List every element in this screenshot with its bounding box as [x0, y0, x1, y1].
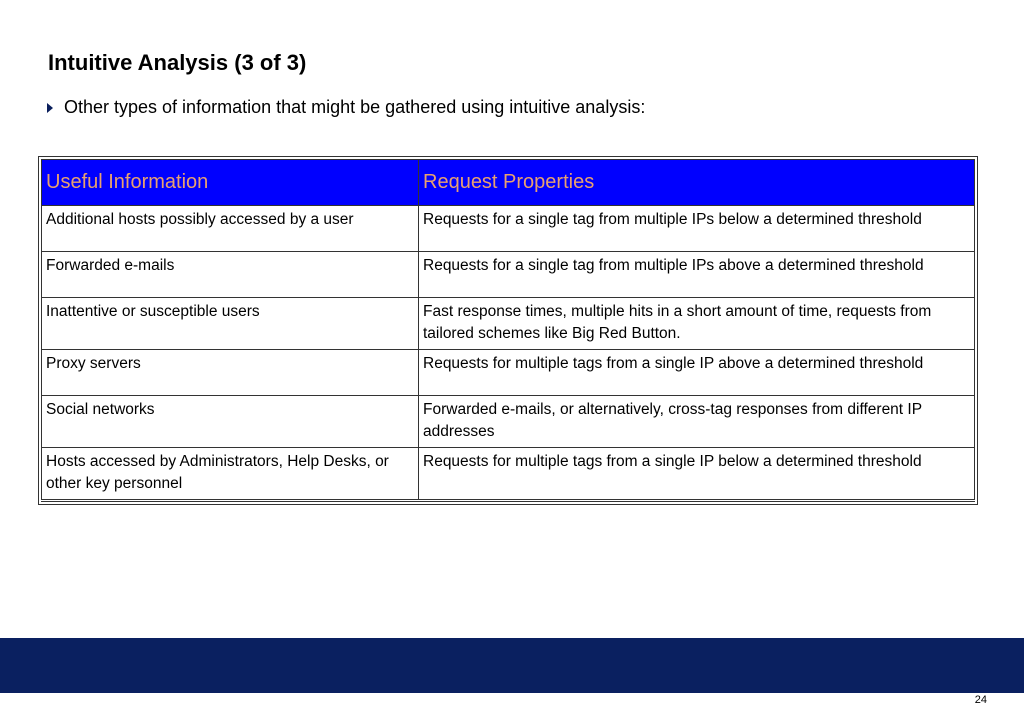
cell-request-properties: Requests for a single tag from multiple IPs above a determined threshold [419, 252, 975, 298]
slide-title: Intuitive Analysis (3 of 3) [48, 50, 307, 75]
bullet-point [47, 97, 645, 118]
table-row [42, 396, 975, 448]
page-number: 24 [974, 694, 987, 706]
cell-request-properties: Requests for multiple tags from a single IP above a determined threshold [419, 350, 975, 396]
table-row [42, 350, 975, 396]
cell-request-properties: Fast response times, multiple hits in a short amount of time, requests from tailored schemes like Big Red Button. [419, 298, 975, 350]
footer-band [0, 638, 1024, 693]
table-row [42, 448, 975, 501]
cell-request-properties: Forwarded e-mails, or alternatively, cross-tag responses from different IP addresses [419, 396, 975, 448]
triangle-bullet-icon [47, 103, 53, 113]
table-row [42, 252, 975, 298]
header-request-properties: Request Properties [419, 160, 975, 206]
cell-request-properties: Requests for multiple tags from a single IP below a determined threshold [419, 448, 975, 501]
cell-useful-information: Hosts accessed by Administrators, Help Desks, or other key personnel [42, 448, 419, 501]
cell-useful-information: Forwarded e-mails [42, 252, 419, 298]
bullet-text: Other types of information that might be gathered using intuitive analysis: [64, 97, 646, 117]
info-table [41, 159, 975, 502]
table-row [42, 298, 975, 350]
cell-useful-information: Additional hosts possibly accessed by a user [42, 206, 419, 252]
cell-useful-information: Social networks [42, 396, 419, 448]
header-useful-information: Useful Information [42, 160, 419, 206]
info-table-frame [38, 156, 978, 505]
cell-request-properties: Requests for a single tag from multiple IPs below a determined threshold [419, 206, 975, 252]
table-row [42, 206, 975, 252]
cell-useful-information: Proxy servers [42, 350, 419, 396]
table-header-row [42, 160, 975, 206]
cell-useful-information: Inattentive or susceptible users [42, 298, 419, 350]
